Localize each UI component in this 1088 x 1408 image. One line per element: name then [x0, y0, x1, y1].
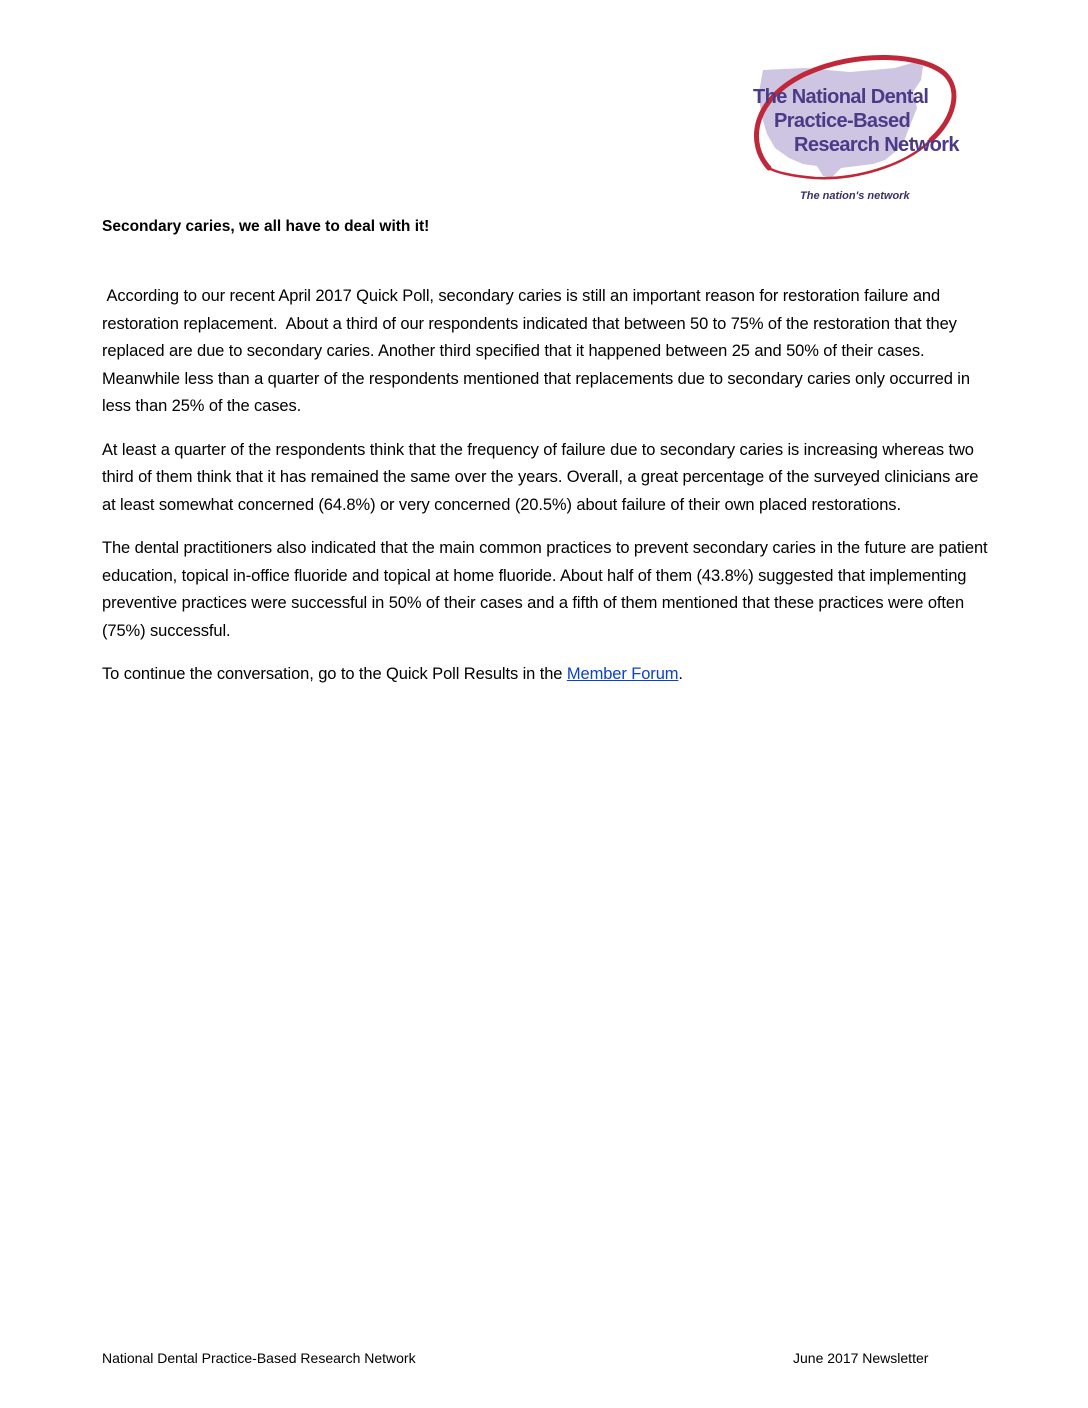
logo-tagline: The nation's network: [800, 190, 910, 202]
paragraph-concern: At least a quarter of the respondents think that the frequency of failure due to secondary caries is increasing whereas two third of them think that it has remained the same over the years. Overall, a great percentage of the surveyed clinicians are at least somewhat concerned (64.8%) or very concerned (20.5%) about failure of their own placed restorations.: [102, 440, 979, 514]
network-logo: [745, 48, 965, 208]
logo-text-line-3: Research Network: [794, 134, 959, 156]
paragraph-continue: [102, 661, 992, 689]
continue-text: To continue the conversation, go to the Quick Poll Results in the: [102, 665, 567, 683]
article-title: Secondary caries, we all have to deal with it!: [102, 218, 430, 235]
paragraph-poll-results: According to our recent April 2017 Quick Poll, secondary caries is still an important reason for restoration failure and restoration replacement. About a third of our respondents indicated that between 50 to 75% of the restoration that they replaced are due to secondary caries. Another third specified that it happened between 25 and 50% of their cases. Meanwhile less than a quarter of the respondents mentioned that replacements due to secondary caries only occurred in less than 25% of the cases.: [102, 287, 975, 415]
paragraph-prevention: The dental practitioners also indicated that the main common practices to prevent secondary caries in the future are patient education, topical in-office fluoride and topical at home fluoride. About half of them (43.8%) suggested that implementing preventive practices were successful in 50% of their cases and a fifth of them mentioned that these practices were often (75%) successful.: [102, 539, 988, 640]
member-forum-link[interactable]: Member Forum: [566, 665, 679, 683]
logo-text-line-1: The National Dental: [753, 86, 929, 108]
footer-issue-date: June 2017 Newsletter: [793, 1350, 929, 1366]
footer-organization: National Dental Practice-Based Research Network: [102, 1350, 416, 1366]
logo-text-line-2: Practice-Based: [774, 110, 911, 132]
article: [102, 215, 992, 705]
continue-period: .: [678, 665, 683, 683]
